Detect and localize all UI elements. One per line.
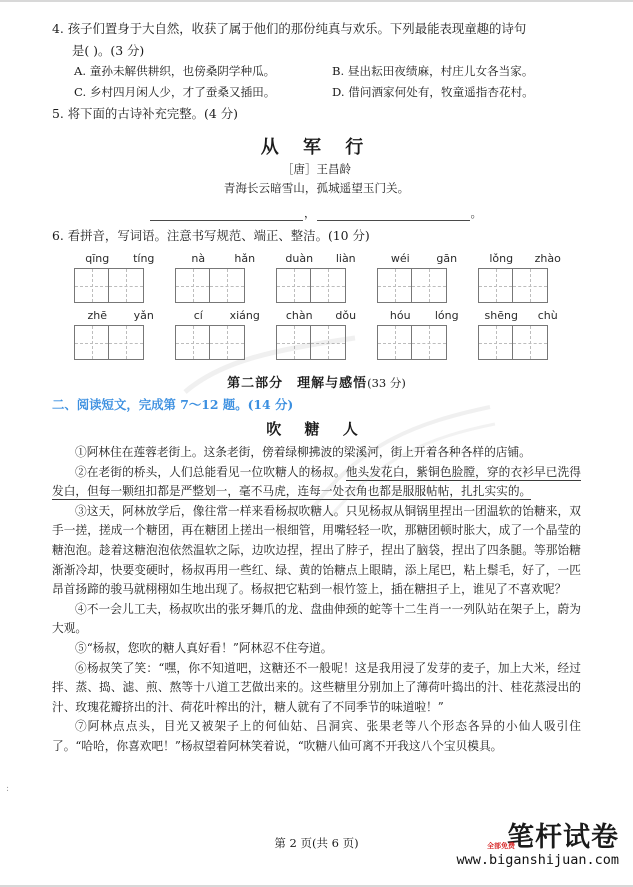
pinyin-syllable: lóng [434,309,459,322]
pinyin-labels-9 [377,309,470,323]
tianzige-cell[interactable] [513,268,548,303]
pinyin-labels-10 [478,309,571,323]
pinyin-labels-3 [276,252,369,266]
watermark-url: www.biganshijuan.com [456,851,619,868]
option-b[interactable] [332,61,533,82]
option-c-key: C. [74,85,87,99]
poem-blank-1[interactable] [150,207,303,221]
option-d-key: D. [332,85,345,99]
tianzige-boxes[interactable] [276,325,369,360]
page-number: 第 2 页(共 6 页) [274,836,359,850]
tianzige-boxes[interactable] [377,268,470,303]
page-footer [0,821,633,871]
tianzige-boxes[interactable] [478,325,571,360]
article-paragraph-4: ④不一会儿工夫，杨叔吹出的张牙舞爪的龙、盘曲伸颈的蛇等十二生肖一一列队站在架子上，蔚为大观。 [52,601,581,636]
pinyin-group-6 [74,309,167,360]
pinyin-syllable: yǎn [133,309,154,322]
watermark-brand: 笔杆试卷 [507,821,619,853]
question-5 [52,103,581,221]
pinyin-labels-2 [175,252,268,266]
poem-line-1: 青海长云暗雪山，孤城遥望玉门关。 [223,180,410,195]
option-d[interactable] [332,82,534,103]
article-body [52,443,581,757]
tianzige-cell[interactable] [175,325,210,360]
question-4-options-row-2 [52,82,581,103]
section-two-heading: 二、阅读短文，完成第 7～12 题。(14 分) [52,397,294,412]
question-5-stem: 5. 将下面的古诗补充完整。(4 分) [52,106,238,121]
tianzige-boxes[interactable] [276,268,369,303]
pinyin-group-8 [276,309,369,360]
option-a[interactable] [74,61,332,82]
question-4 [52,18,581,103]
pinyin-syllable: shēng [484,309,518,322]
pinyin-syllable: tíng [133,252,155,265]
tianzige-boxes[interactable] [478,268,571,303]
tianzige-cell[interactable] [412,268,447,303]
pinyin-labels-7 [175,309,268,323]
part-two-heading [52,372,581,391]
tianzige-cell[interactable] [175,268,210,303]
article-paragraph-2 [52,463,581,502]
pinyin-group-2 [175,252,268,303]
pinyin-group-3 [276,252,369,303]
tianzige-cell[interactable] [109,325,144,360]
pinyin-syllable: nà [191,252,206,265]
question-6 [52,225,581,361]
pinyin-syllable: liàn [335,252,356,265]
tianzige-cell[interactable] [478,325,513,360]
tianzige-cell[interactable] [377,268,412,303]
pinyin-labels-6 [74,309,167,323]
tianzige-cell[interactable] [311,268,346,303]
tianzige-cell[interactable] [210,268,245,303]
pinyin-syllable: xiáng [229,309,260,322]
pinyin-labels-4 [377,252,470,266]
pinyin-syllable: duàn [285,252,314,265]
tianzige-cell[interactable] [276,325,311,360]
option-b-text: 昼出耘田夜绩麻，村庄儿女各当家。 [347,64,534,78]
pinyin-syllable: lǒng [489,252,514,265]
tianzige-boxes[interactable] [377,325,470,360]
tianzige-cell[interactable] [513,325,548,360]
option-b-key: B. [332,64,345,78]
tianzige-cell[interactable] [311,325,346,360]
option-d-text: 借问酒家何处有，牧童遥指杏花村。 [348,85,534,99]
poem-blank-end: 。 [470,205,482,220]
poem-blank-separator: ， [304,205,316,220]
tianzige-cell[interactable] [478,268,513,303]
pinyin-syllable: wéi [390,252,410,265]
article-paragraph-7: ⑦阿林点点头，目光又被架子上的何仙姑、吕洞宾、张果老等八个形态各异的小仙人吸引住了。“哈哈，你喜欢吧！”杨叔望着阿林笑着说，“吹糖八仙可离不开我这八个宝贝模具。 [52,719,581,753]
article-paragraph-5: ⑤“杨叔，您吹的糖人真好看！”阿林忍不住夸道。 [75,640,333,655]
pinyin-syllable: dǒu [335,309,357,322]
pinyin-syllable: qīng [85,252,110,265]
tianzige-cell[interactable] [377,325,412,360]
pinyin-syllable: zhē [87,309,107,322]
article-paragraph-3: ③这天，阿林放学后，像往常一样来看杨叔吹糖人。只见杨叔从铜锅里捏出一团温软的饴糖来，双手一搓，搓成一个糖团，再在糖团上搓出一根细管，用嘴轻轻一吹，那糖团顿时胀大，成了一个晶莹的糖泡泡。趁着这糖泡泡依然温软之际，边吹边捏，捏出了脖子，捏出了脑袋，捏出了四条腿。等那饴糖渐渐冷却，快要变硬时，杨叔再用一些红、绿、黄的饴糖点上眼睛，添上尾巴，粘上鬃毛，好了，一匹昂首扬蹄的骏马就栩栩如生地出现了。杨叔把它粘到一根竹签上，插在糖担子上，谁见了不喜欢呢？ [52,503,581,597]
article-paragraph-2-underlined: 他头发花白，紫铜色脸膛，穿的衣衫早已洗得发白，但每一颗纽扣都是严整划一，毫不马虎，连每一处衣角也都是服服帖帖，扎扎实实的。 [52,464,581,499]
option-a-text: 童孙未解供耕织，也傍桑阴学种瓜。 [89,64,276,78]
scan-artifact: : [6,784,10,794]
pinyin-grid-row-1 [52,252,581,303]
question-4-options-row-1 [52,61,581,82]
poem-blank-2[interactable] [317,207,470,221]
poem-title: 从 军 行 [260,136,373,158]
watermark [456,821,619,868]
pinyin-labels-1 [74,252,167,266]
pinyin-syllable: chàn [285,309,313,322]
tianzige-cell[interactable] [276,268,311,303]
tianzige-boxes[interactable] [74,325,167,360]
question-6-stem: 6. 看拼音，写词语。注意书写规范、端正、整洁。(10 分) [52,227,370,243]
article-paragraph-1: ①阿林住在莲蓉老街上。这条老街，傍着绿柳拂波的梁溪河，街上开着各种各样的店铺。 [75,445,531,459]
tianzige-cell[interactable] [210,325,245,360]
pinyin-grid-row-2 [52,309,581,360]
option-a-key: A. [74,64,87,78]
tianzige-boxes[interactable] [175,268,268,303]
part-two-title: 第二部分 理解与感悟 [227,376,368,391]
question-4-line-1: 4. 孩子们置身于大自然，收获了属于他们的那份纯真与欢乐。下列最能表现童趣的诗句 [52,21,527,36]
pinyin-group-4 [377,252,470,303]
poem-answer-blanks [52,205,581,221]
pinyin-group-5 [478,252,571,303]
pinyin-group-7 [175,309,268,360]
pinyin-syllable: gān [436,252,458,265]
tianzige-cell[interactable] [74,268,109,303]
watermark-free-badge: 全部免费 [487,842,515,850]
tianzige-cell[interactable] [74,325,109,360]
tianzige-cell[interactable] [412,325,447,360]
pinyin-group-9 [377,309,470,360]
part-two-score: (33 分) [367,376,406,390]
pinyin-syllable: hóu [389,309,411,322]
option-c-text: 乡村四月闲人少，才了蚕桑又插田。 [89,85,276,99]
pinyin-syllable: cí [193,309,203,322]
article-paragraph-2-lead: ②在老街的桥头，人们总能看见一位吹糖人的杨叔。 [75,464,346,479]
poem-author: ［唐］王昌龄 [282,161,351,176]
pinyin-syllable: zhào [534,252,561,265]
pinyin-syllable: chù [537,309,558,322]
tianzige-cell[interactable] [109,268,144,303]
tianzige-boxes[interactable] [74,268,167,303]
article-paragraph-6: ⑥杨叔笑了笑：“嘿，你不知道吧，这糖还不一般呢！这是我用浸了发芽的麦子，加上大米，经过拌、蒸、捣、滤、煎、熬等十八道工艺做出来的。这些糖里分别加上了薄荷叶捣出的汁、桂花蒸浸出的汁、玫瑰花瓣挤出的汁、荷花叶榨出的汁，糖人就有了不同季节的味道啦！” [52,660,581,714]
pinyin-group-10 [478,309,571,360]
pinyin-group-1 [74,252,167,303]
pinyin-labels-8 [276,309,369,323]
pinyin-syllable: hǎn [234,252,256,265]
question-4-line-2: 是( )。(3 分) [72,42,145,58]
article-title: 吹 糖 人 [266,420,367,438]
pinyin-labels-5 [478,252,571,266]
option-c[interactable] [74,82,332,103]
tianzige-boxes[interactable] [175,325,268,360]
